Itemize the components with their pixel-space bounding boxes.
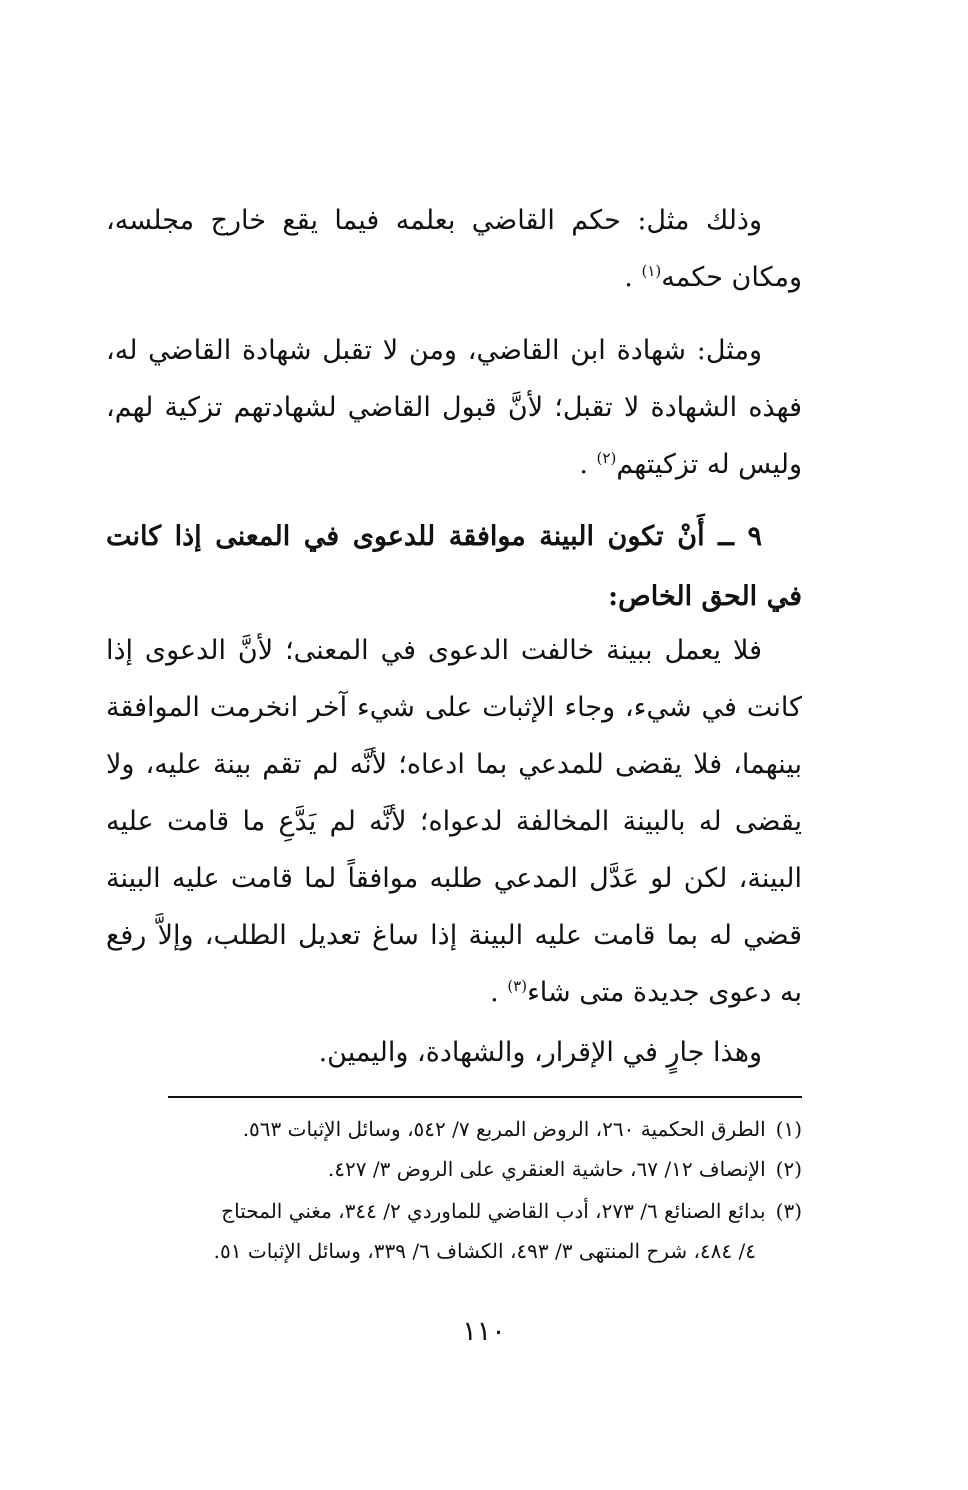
paragraph-1-text: وذلك مثل: حكم القاضي بعلمه فيما يقع خارج مجلسه، ومكان حكمه <box>106 205 802 293</box>
paragraph-2-text: ومثل: شهادة ابن القاضي، ومن لا تقبل شهادة القاضي له، فهذه الشهادة لا تقبل؛ لأنَّ قبول القاضي لشهادتهم تزكية لهم، وليس له تزكيتهم <box>106 335 802 480</box>
footnote-3-number: (٣) <box>775 1199 802 1223</box>
footnote-1 <box>106 1110 802 1148</box>
paragraph-2 <box>106 322 802 493</box>
paragraph-1 <box>106 192 802 306</box>
paragraph-3-end: . <box>490 977 499 1008</box>
footnote-ref-3[interactable]: (٣) <box>507 977 528 995</box>
paragraph-3 <box>106 622 802 1021</box>
footnote-3-continuation: ٤/ ٤٨٤، شرح المنتهى ٣/ ٤٩٣، الكشاف ٦/ ٣٣٩، وسائل الإثبات ٥١. <box>213 1239 756 1263</box>
paragraph-2-end: . <box>579 449 588 480</box>
page-number: ١١٠ <box>462 1316 506 1347</box>
footnote-separator <box>168 1096 802 1098</box>
paragraph-3-text: فلا يعمل ببينة خالفت الدعوى في المعنى؛ لأنَّ الدعوى إذا كانت في شيء، وجاء الإثبات على شيء آخر انخرمت الموافقة بينهما، فلا يقضى للمدعي بما ادعاه؛ لأنَّه لم تقم بينة عليه، ولا يقضى له بالبينة المخالفة لدعواه؛ لأنَّه لم يَدَّعِ ما قامت عليه البينة، لكن لو عَدَّل المدعي طلبه موافقاً لما قامت عليه البينة قضي له بما قامت عليه البينة إذا ساغ تعديل الطلب، وإلاَّ رفع به دعوى جديدة متى شاء <box>106 635 802 1008</box>
footnote-2-text: الإنصاف ١٢/ ٦٧، حاشية العنقري على الروض ٣/ ٤٢٧. <box>327 1157 766 1181</box>
footnote-1-number: (١) <box>775 1117 802 1141</box>
footnote-3 <box>106 1192 802 1230</box>
footnote-2-number: (٢) <box>775 1157 802 1181</box>
footnote-1-text: الطرق الحكمية ٢٦٠، الروض المربع ٧/ ٥٤٢، وسائل الإثبات ٥٦٣. <box>242 1117 766 1141</box>
footnote-ref-2[interactable]: (٢) <box>596 449 617 467</box>
paragraph-1-end: . <box>624 262 633 293</box>
paragraph-4: وهذا جارٍ في الإقرار، والشهادة، واليمين. <box>318 1037 762 1068</box>
footnote-3-text: بدائع الصنائع ٦/ ٢٧٣، أدب القاضي للماوردي ٢/ ٣٤٤، مغني المحتاج <box>221 1199 766 1223</box>
section-heading: ٩ ــ أَنْ تكون البينة موافقة للدعوى في المعنى إذا كانت في الحق الخاص: <box>106 521 802 612</box>
footnote-ref-1[interactable]: (١) <box>641 262 662 280</box>
footnote-2 <box>106 1150 802 1188</box>
